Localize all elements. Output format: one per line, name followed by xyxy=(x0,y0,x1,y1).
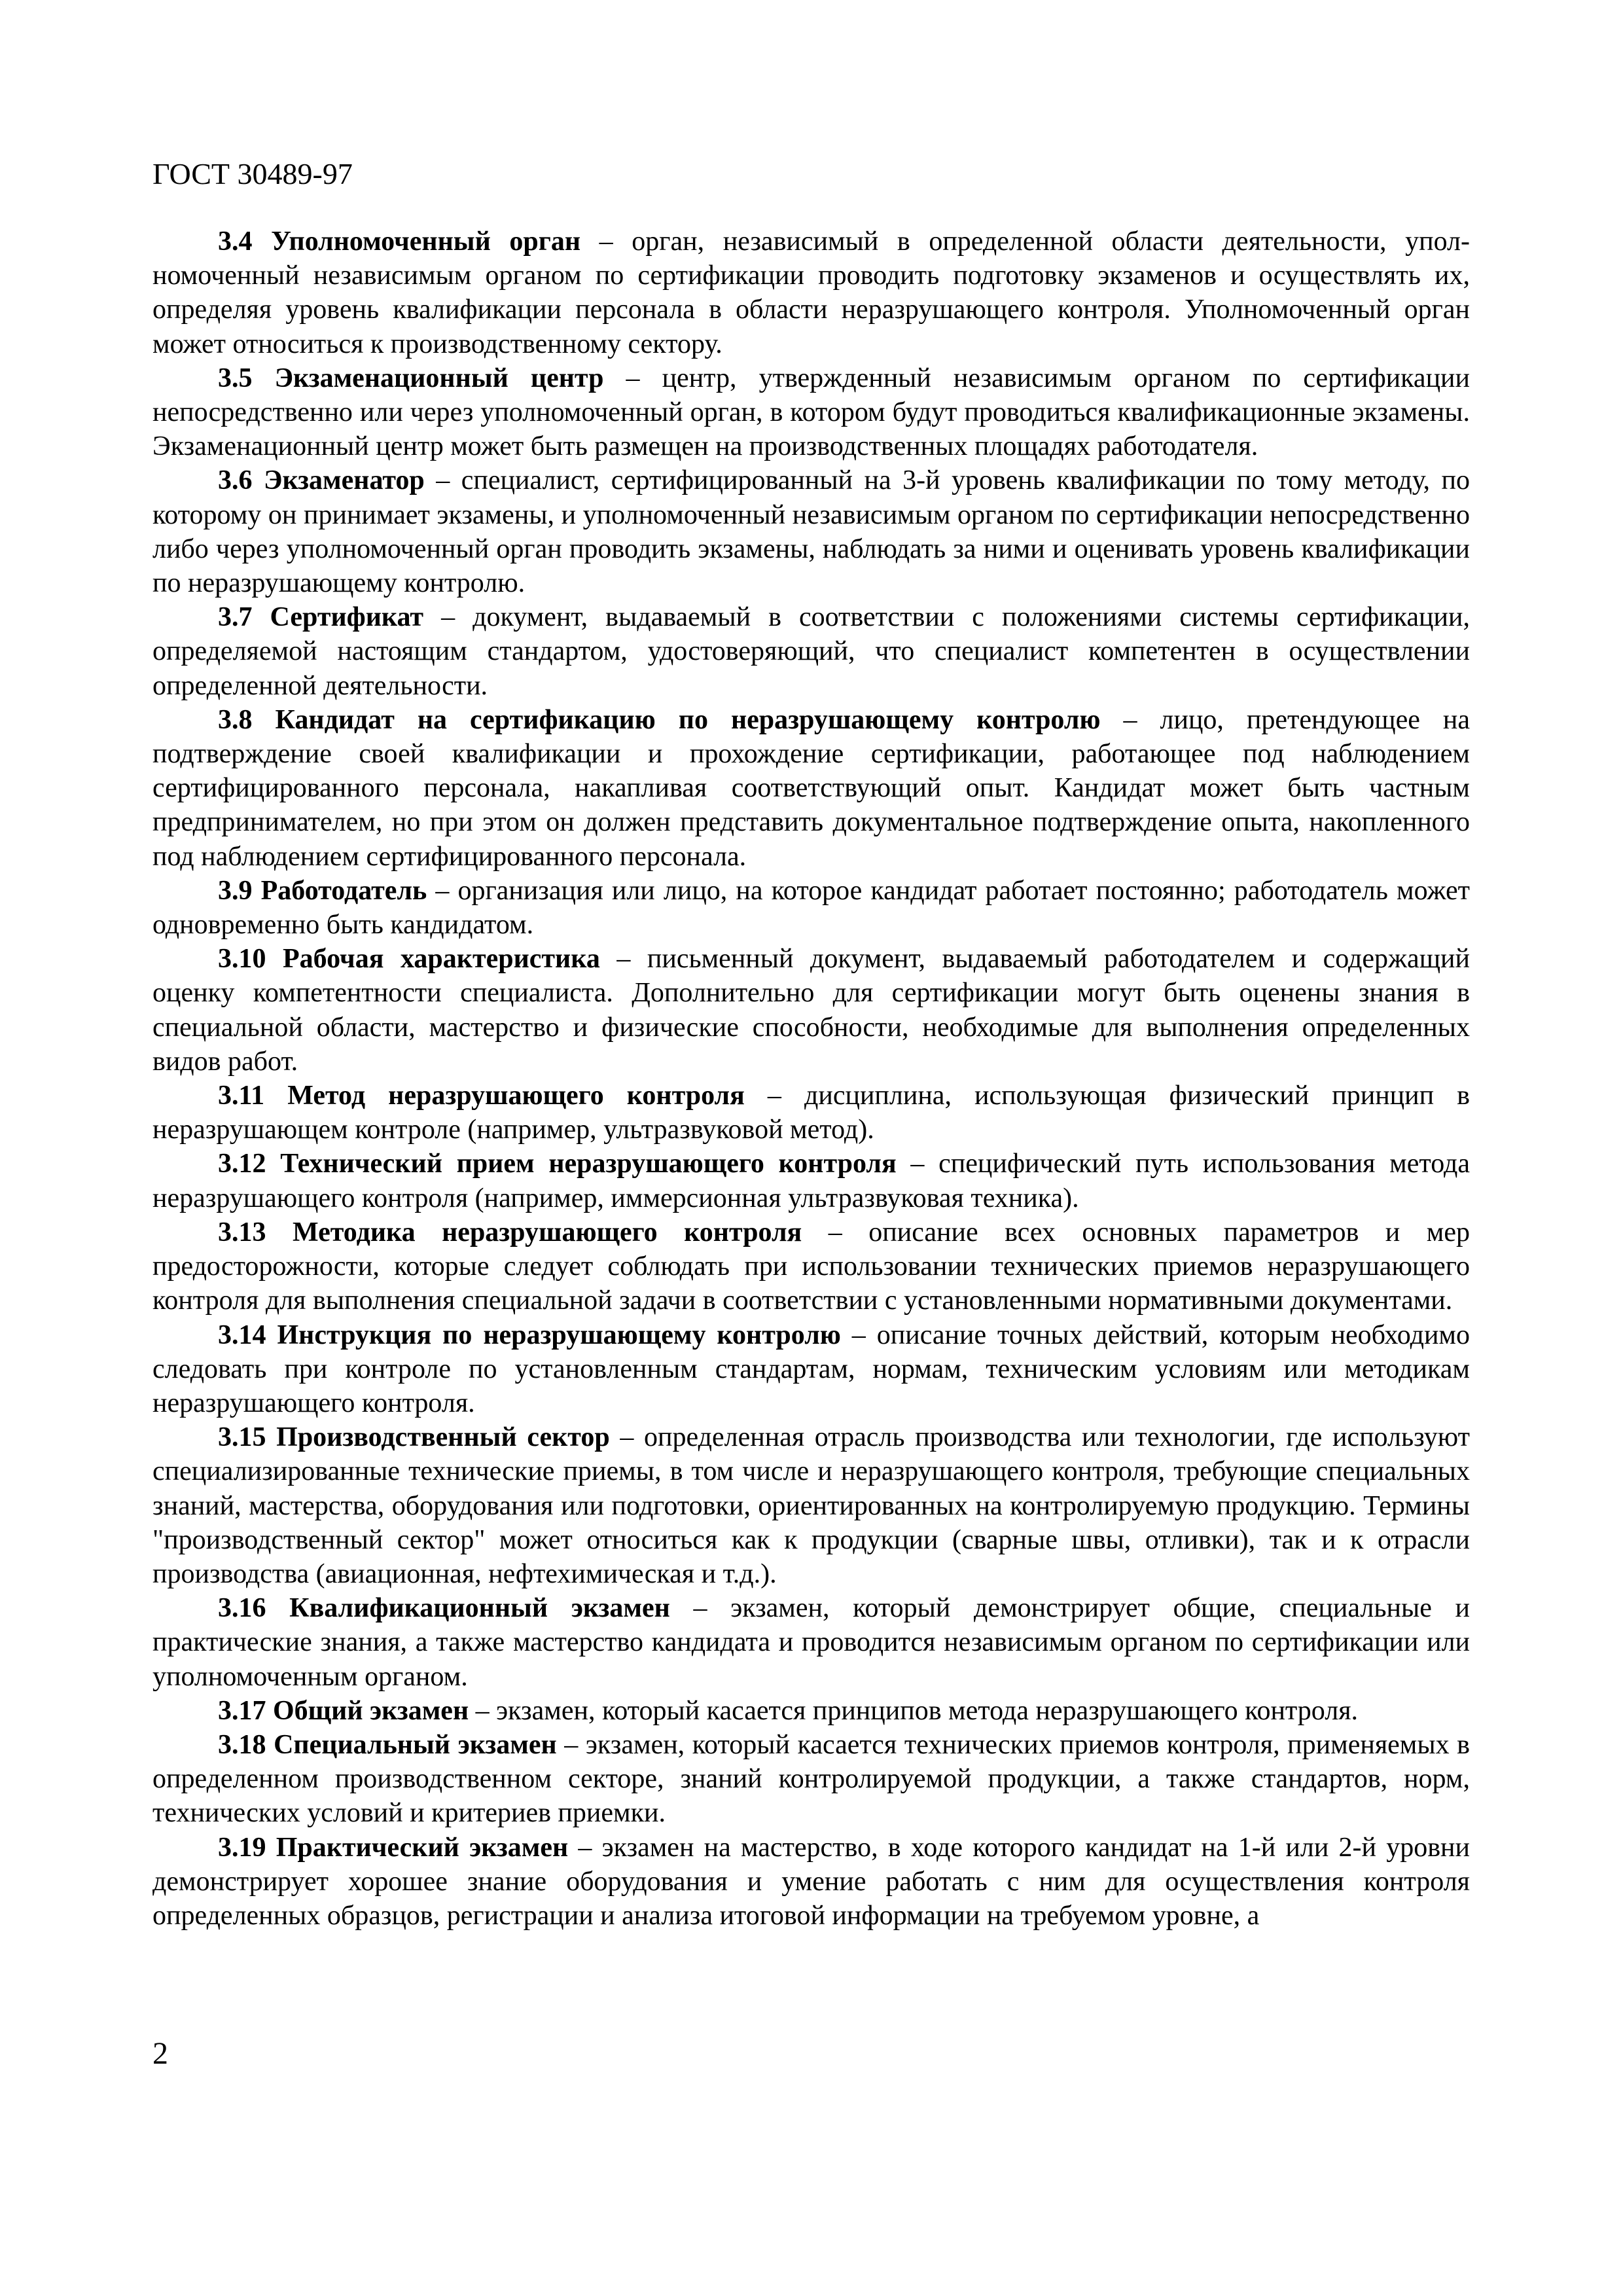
definition-paragraph xyxy=(152,1079,1470,1147)
term-definition: – специалист, сертифицированный на 3-й уровень квалификации по тому методу, по которому он принимает экзамены, и уполномоченный независимым органом по сертификации непосредственно либо через уполномоченный орган проводить экзамены, наблюдать за ними и оценивать уровень квалификации по неразрушающему контролю. xyxy=(152,465,1470,599)
definition-paragraph xyxy=(152,463,1470,600)
term-definition: – дисциплина, использующая физический принцип в неразрушающем контроле (например, ультразвуковой метод). xyxy=(152,1081,1470,1145)
term-title: 3.18 Специальный экзамен xyxy=(218,1729,557,1760)
term-title: 3.17 Общий экзамен xyxy=(218,1695,469,1726)
term-title: 3.7 Сертификат xyxy=(218,602,424,633)
definition-paragraph xyxy=(152,1694,1470,1728)
term-definition: – определенная отрасль производства или технологии, где используют специализированные технические приемы, в том числе и неразрушающего контроля, требующие специальных знаний, мастерства, оборудования или подготовки, ориентированных на контролируемую продукцию. Термины "производственный сектор" может относиться как к продукции (сварные швы, отливки), так и к отрасли производства (авиационная, нефтехимическая и т.д.). xyxy=(152,1422,1470,1589)
term-title: 3.13 Методика неразрушающего контроля xyxy=(218,1217,802,1247)
document-header: ГОСТ 30489-97 xyxy=(152,157,353,190)
definition-paragraph xyxy=(152,361,1470,464)
term-title: 3.15 Производственный сектор xyxy=(218,1422,610,1453)
term-title: 3.14 Инструкция по неразрушающему контролю xyxy=(218,1319,841,1350)
term-title: 3.16 Квалификационный экзамен xyxy=(218,1593,670,1624)
term-definition: – экзамен, который демонстрирует общие, специальные и практические знания, а также мастерство кандидата и проводится независимым органом по сертификации или уполномоченным органом. xyxy=(152,1593,1470,1692)
term-title: 3.9 Работодатель xyxy=(218,875,427,906)
definition-paragraph xyxy=(152,224,1470,361)
term-title: 3.5 Экзаменационный центр xyxy=(218,363,604,393)
definition-paragraph xyxy=(152,1831,1470,1933)
term-title: 3.10 Рабочая характеристика xyxy=(218,944,600,975)
definition-paragraph xyxy=(152,942,1470,1079)
definition-paragraph xyxy=(152,1420,1470,1591)
term-definition: – орган, независимый в определенной области деятельности, уполномоченный независимым органом по сертификации проводить подготовку экзаменов и осуществлять их, определяя уровень квалификации персонала в области неразрушающего контроля. Уполномоченный орган может относиться к производственному сектору. xyxy=(152,226,1470,359)
term-definition: – документ, выдаваемый в соответствии с положениями системы сертификации, определяемой настоящим стандартом, удостоверяющий, что специалист компетентен в осуществлении определенной деятельности. xyxy=(152,602,1470,701)
term-title: 3.11 Метод неразрушающего контроля xyxy=(218,1081,745,1111)
page-number: 2 xyxy=(152,2036,168,2071)
term-definition: – экзамен на мастерство, в ходе которого кандидат на 1-й или 2-й уровни демонстрирует хорошее знание оборудования и умение работать с ним для осуществления контроля определенных образцов, регистрации и анализа итоговой информации на требуемом уровне, а xyxy=(152,1832,1470,1931)
term-definition: – экзамен, который касается принципов метода неразрушающего контроля. xyxy=(469,1695,1359,1726)
term-definition: – лицо, претендующее на подтверждение своей квалификации и прохождение сертификации, работающее под наблюдением сертифицированного персонала, накапливая соответствующий опыт. Кандидат может быть частным предпринимателем, но при этом он должен представить документальное подтверждение опыта, накопленного под наблюдением сертифицированного персонала. xyxy=(152,704,1470,872)
term-definition: – письменный документ, выдаваемый работодателем и содержащий оценку компетентности специалиста. Дополнительно для сертификации могут быть оценены знания в специальной области, мастерство и физические способности, необходимые для выполнения определенных видов работ. xyxy=(152,944,1470,1077)
term-title: 3.12 Технический прием неразрушающего контроля xyxy=(218,1149,897,1179)
term-definition: – организация или лицо, на которое кандидат работает постоянно; работодатель может одновременно быть кандидатом. xyxy=(152,875,1470,941)
definition-paragraph xyxy=(152,600,1470,703)
definition-paragraph xyxy=(152,1728,1470,1831)
term-definition: – специфический путь использования метода неразрушающего контроля (например, иммерсионная ультразвуковая техника). xyxy=(152,1149,1470,1213)
term-title: 3.19 Практический экзамен xyxy=(218,1832,569,1863)
definition-paragraph xyxy=(152,1215,1470,1318)
definition-paragraph xyxy=(152,1147,1470,1215)
definition-paragraph xyxy=(152,1591,1470,1694)
term-definition: – центр, утвержденный независимым органом по сертификации непосредственно или через уполномоченный орган, в котором будут проводиться квалификационные экзамены. Экзаменационный центр может быть размещен на производственных площадях работодателя. xyxy=(152,363,1471,462)
term-title: 3.8 Кандидат на сертификацию по неразрушающему контролю xyxy=(218,704,1101,735)
term-title: 3.4 Уполномоченный орган xyxy=(218,226,581,257)
term-definition: – описание точных действий, которым необходимо следовать при контроле по установленным стандартам, нормам, техническим условиям или методикам неразрушающего контроля. xyxy=(152,1319,1470,1418)
term-title: 3.6 Экзаменатор xyxy=(218,465,425,496)
definition-paragraph xyxy=(152,1318,1470,1421)
term-definition: – описание всех основных параметров и мер предосторожности, которые следует соблюдать при использовании технических приемов неразрушающего контроля для выполнения специальной задачи в соответствии с установленными нормативными документами. xyxy=(152,1217,1470,1316)
definition-paragraph xyxy=(152,703,1470,874)
term-definition: – экзамен, который касается технических приемов контроля, применяемых в определенном производственном секторе, знаний контролируемой продукции, а также стандартов, норм, технических условий и критериев приемки. xyxy=(152,1729,1470,1829)
definition-paragraph xyxy=(152,874,1470,942)
document-body xyxy=(152,224,1470,1933)
